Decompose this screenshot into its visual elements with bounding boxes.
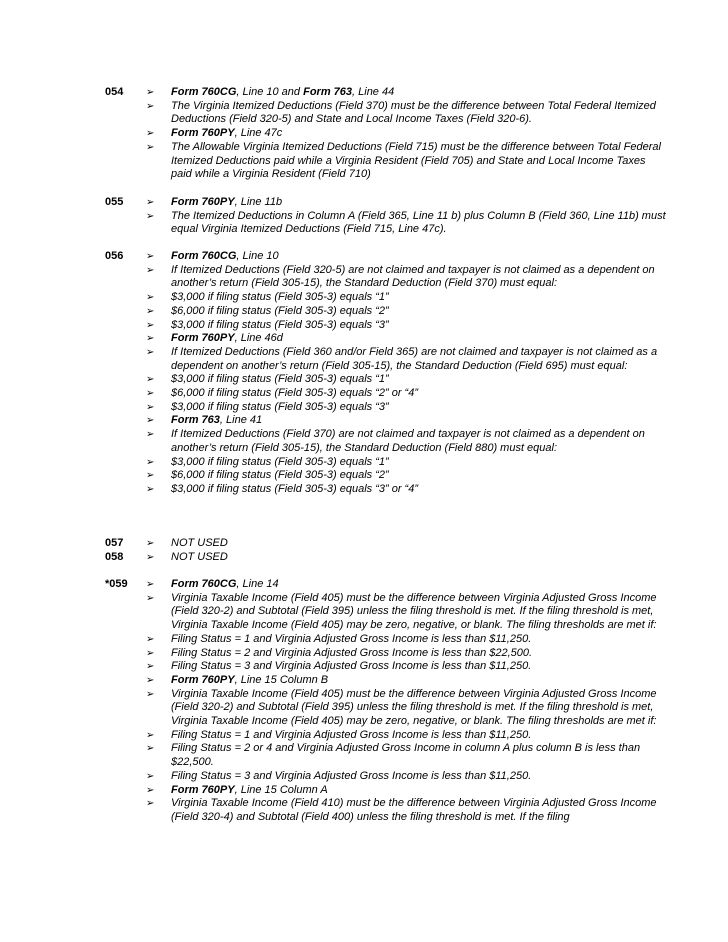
list-item: ➢ Filing Status = 2 and Virginia Adjusted Gross Income is less than $22,500. xyxy=(146,646,533,659)
list-item: ➢ $3,000 if filing status (Field 305-3) equals “1” xyxy=(146,373,389,386)
form-name: Form 760CG xyxy=(171,250,237,262)
rule-items xyxy=(146,537,666,551)
list-item: ➢ Filing Status = 1 and Virginia Adjusted Gross Income is less than $11,250. xyxy=(146,728,532,741)
form-name: Form 760CG xyxy=(171,86,237,98)
rule-items xyxy=(146,551,666,565)
list-item: ➢ Filing Status = 1 and Virginia Adjusted Gross Income is less than $11,250. xyxy=(146,632,532,645)
list-item: ➢ NOT USED xyxy=(146,537,228,549)
arrow-bullet-icon: ➢ xyxy=(146,770,155,782)
form-name: Form 763 xyxy=(303,86,353,98)
list-item: ➢ Form 760PY, Line 15 Column A xyxy=(146,783,328,796)
arrow-bullet-icon: ➢ xyxy=(146,210,155,222)
list-item: ➢ $3,000 if filing status (Field 305-3) equals “1” xyxy=(146,291,389,304)
list-item: ➢ $6,000 if filing status (Field 305-3) equals “2” or “4” xyxy=(146,387,419,400)
list-item: ➢ $3,000 if filing status (Field 305-3) equals “3” or “4” xyxy=(146,482,419,495)
arrow-bullet-icon: ➢ xyxy=(146,729,155,741)
list-item: ➢ $6,000 if filing status (Field 305-3) equals “2” xyxy=(146,304,389,317)
list-item: ➢ Form 760CG, Line 10 xyxy=(146,250,279,262)
list-item: ➢ Form 763, Line 41 xyxy=(146,414,263,427)
arrow-bullet-icon: ➢ xyxy=(146,100,155,112)
arrow-bullet-icon: ➢ xyxy=(146,592,155,604)
arrow-bullet-icon: ➢ xyxy=(146,674,155,686)
arrow-bullet-icon: ➢ xyxy=(146,429,155,441)
rule-items xyxy=(146,196,666,237)
arrow-bullet-icon: ➢ xyxy=(146,87,155,98)
list-item: ➢ Filing Status = 3 and Virginia Adjusted Gross Income is less than $11,250. xyxy=(146,769,532,782)
arrow-bullet-icon: ➢ xyxy=(146,128,155,140)
list-item: ➢ $3,000 if filing status (Field 305-3) equals “1” xyxy=(146,455,389,468)
form-name: Form 760PY xyxy=(171,783,235,796)
rule-items xyxy=(146,578,666,825)
arrow-bullet-icon: ➢ xyxy=(146,633,155,645)
arrow-bullet-icon: ➢ xyxy=(146,333,155,345)
list-item: ➢ Form 760CG, Line 14 xyxy=(146,578,279,590)
list-item: ➢ Filing Status = 3 and Virginia Adjusted Gross Income is less than $11,250. xyxy=(146,660,532,673)
list-item: ➢ Filing Status = 2 or 4 and Virginia Adjusted Gross Income in column A plus column B is less than $22,500. xyxy=(146,742,641,769)
arrow-bullet-icon: ➢ xyxy=(146,346,155,358)
list-item: ➢ Form 760CG, Line 10 and Form 763, Line 44 xyxy=(146,86,395,98)
list-item: ➢ Virginia Taxable Income (Field 405) must be the difference between Virginia Adjusted Gross Income (Field 320-2) and Subtotal (Field 395) unless the filing threshold is met. If the filing threshold is met, Virginia Taxable Income (Field 405) may be zero, negative, or blank. The filing thresholds are met if: xyxy=(146,591,657,632)
form-name: Form 760PY xyxy=(171,673,235,686)
list-item: ➢ The Virginia Itemized Deductions (Field 370) must be the difference between Total Federal Itemized Deductions (Field 320-5) and State and Local Income Taxes (Field 320-6). xyxy=(146,99,656,126)
list-item: ➢ $3,000 if filing status (Field 305-3) equals “3” xyxy=(146,318,389,331)
form-name: Form 760PY xyxy=(171,127,235,140)
arrow-bullet-icon: ➢ xyxy=(146,538,155,549)
arrow-bullet-icon: ➢ xyxy=(146,470,155,482)
arrow-bullet-icon: ➢ xyxy=(146,319,155,331)
arrow-bullet-icon: ➢ xyxy=(146,305,155,317)
arrow-bullet-icon: ➢ xyxy=(146,401,155,413)
list-item: ➢ $6,000 if filing status (Field 305-3) equals “2” xyxy=(146,469,389,482)
arrow-bullet-icon: ➢ xyxy=(146,552,155,563)
rule-items xyxy=(146,250,666,497)
arrow-bullet-icon: ➢ xyxy=(146,743,155,755)
arrow-bullet-icon: ➢ xyxy=(146,661,155,673)
list-item: ➢ Form 760PY, Line 47c xyxy=(146,127,283,140)
rule-code: 056 xyxy=(105,250,124,262)
arrow-bullet-icon: ➢ xyxy=(146,374,155,386)
list-item: ➢ If Itemized Deductions (Field 360 and/or Field 365) are not claimed and taxpayer is not claimed as a dependent on another’s return (Field 305-15), the Standard Deduction (Field 695) must equal: xyxy=(146,345,658,372)
list-item: ➢ Form 760PY, Line 11b xyxy=(146,196,283,208)
arrow-bullet-icon: ➢ xyxy=(146,415,155,427)
list-item: ➢ Form 760PY, Line 15 Column B xyxy=(146,673,329,686)
arrow-bullet-icon: ➢ xyxy=(146,798,155,810)
arrow-bullet-icon: ➢ xyxy=(146,141,155,153)
arrow-bullet-icon: ➢ xyxy=(146,292,155,304)
rule-code: 055 xyxy=(105,196,124,208)
arrow-bullet-icon: ➢ xyxy=(146,264,155,276)
list-item: ➢ $3,000 if filing status (Field 305-3) equals “3” xyxy=(146,400,389,413)
list-item: ➢ Virginia Taxable Income (Field 405) must be the difference between Virginia Adjusted Gross Income (Field 320-2) and Subtotal (Field 395) unless the filing threshold is met. If the filing threshold is met, Virginia Taxable Income (Field 405) may be zero, negative, or blank. The filing thresholds are met if: xyxy=(146,687,657,728)
arrow-bullet-icon: ➢ xyxy=(146,579,155,590)
list-item: ➢ The Allowable Virginia Itemized Deductions (Field 715) must be the difference between Total Federal Itemized Deductions paid while a Virginia Resident (Field 705) and State and Local Income Taxes paid while a Virginia Resident (Field 710) xyxy=(146,140,661,181)
arrow-bullet-icon: ➢ xyxy=(146,197,155,208)
list-item: ➢ The Itemized Deductions in Column A (Field 365, Line 11 b) plus Column B (Field 360, Line 11b) must equal Virginia Itemized Deductions (Field 715, Line 47c). xyxy=(146,209,666,236)
rule-code: *059 xyxy=(105,578,128,590)
list-item: ➢ If Itemized Deductions (Field 370) are not claimed and taxpayer is not claimed as a dependent on another’s return (Field 305-15), the Standard Deduction (Field 880) must equal: xyxy=(146,428,645,454)
arrow-bullet-icon: ➢ xyxy=(146,647,155,659)
form-name: Form 760CG xyxy=(171,578,237,590)
rule-code: 058 xyxy=(105,551,124,563)
arrow-bullet-icon: ➢ xyxy=(146,784,155,796)
rule-code: 054 xyxy=(105,86,124,98)
arrow-bullet-icon: ➢ xyxy=(146,688,155,700)
list-item: ➢ NOT USED xyxy=(146,551,228,563)
rule-items xyxy=(146,86,666,182)
form-name: Form 760PY xyxy=(171,332,235,345)
arrow-bullet-icon: ➢ xyxy=(146,456,155,468)
list-item: ➢ If Itemized Deductions (Field 320-5) are not claimed and taxpayer is not claimed as a dependent on another’s return (Field 305-15), the Standard Deduction (Field 370) must equal: xyxy=(146,263,655,290)
rule-code: 057 xyxy=(105,537,124,549)
form-name: Form 760PY xyxy=(171,196,235,208)
list-item: ➢ Form 760PY, Line 46d xyxy=(146,332,283,345)
form-name: Form 763 xyxy=(171,414,220,427)
arrow-bullet-icon: ➢ xyxy=(146,483,155,495)
arrow-bullet-icon: ➢ xyxy=(146,251,155,262)
list-item: ➢ Virginia Taxable Income (Field 410) must be the difference between Virginia Adjusted Gross Income (Field 320-4) and Subtotal (Field 400) unless the filing threshold is met. If the filing xyxy=(146,797,657,823)
arrow-bullet-icon: ➢ xyxy=(146,388,155,400)
